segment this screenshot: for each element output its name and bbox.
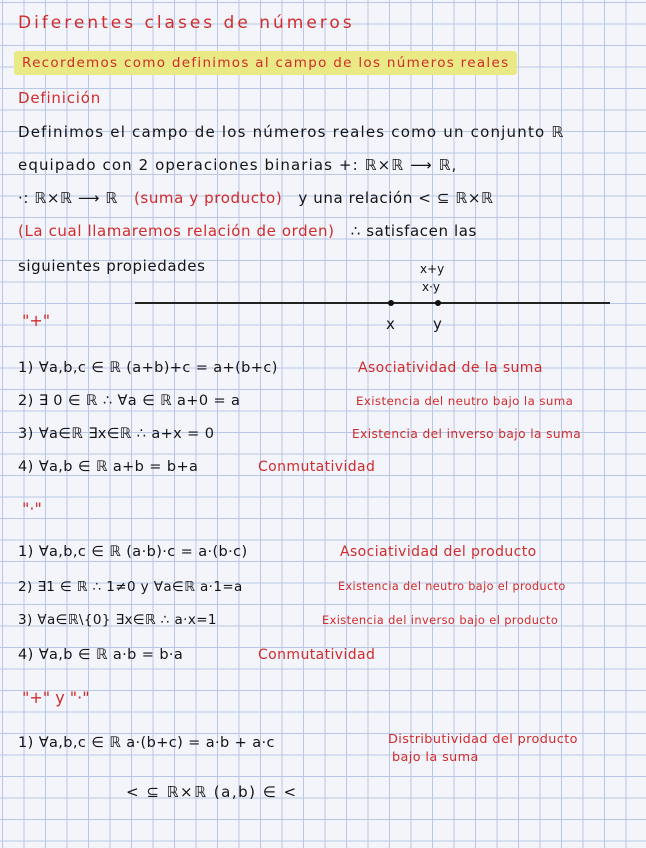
product-property-1: 1) ∀a,b,c ∈ ℝ (a·b)·c = a·(b·c) (18, 544, 248, 560)
product-property-1-name: Asociatividad del producto (340, 544, 537, 560)
sum-property-2-name: Existencia del neutro bajo la suma (356, 394, 574, 408)
product-property-2-name: Existencia del neutro bajo el producto (338, 580, 566, 593)
page-title: Diferentes clases de números (18, 13, 355, 33)
product-label: x·y (422, 280, 441, 294)
product-property-3: 3) ∀a∈ℝ\{0} ∃x∈ℝ ∴ a·x=1 (18, 612, 217, 628)
satisfy-text: ∴ satisfacen las (350, 222, 477, 240)
sum-property-3: 3) ∀a∈ℝ ∃x∈ℝ ∴ a+x = 0 (18, 426, 215, 442)
definition-line-2: equipado con 2 operaciones binarias +: ℝ×ℝ ⟶ ℝ, (18, 156, 458, 174)
sum-section-label: "+" (22, 311, 51, 330)
product-property-2: 2) ∃1 ∈ ℝ ∴ 1≠0 y ∀a∈ℝ a·1=a (18, 579, 243, 595)
definition-line-4 (18, 221, 477, 241)
point-y (435, 300, 441, 306)
combined-section-label: "+" y "·" (22, 688, 90, 707)
property-formula: 1) ∀a,b,c ∈ ℝ (a+b)+c = a+(b+c) (18, 360, 278, 376)
relation-text: y una relación < ⊆ ℝ×ℝ (298, 189, 494, 207)
order-relation-expression: < ⊆ ℝ×ℝ (a,b) ∈ < (126, 783, 298, 801)
definition-heading: Definición (18, 89, 101, 107)
sum-property-2: 2) ∃ 0 ∈ ℝ ∴ ∀a ∈ ℝ a+0 = a (18, 393, 241, 409)
sum-property-1-name: Asociatividad de la suma (358, 360, 543, 376)
point-x (388, 300, 394, 306)
product-section-label: "·" (22, 499, 42, 518)
product-property-3-name: Existencia del inverso bajo el producto (322, 613, 559, 627)
operations-note: (suma y producto) (133, 189, 283, 207)
x-label: x (386, 315, 395, 333)
y-label: y (433, 315, 442, 333)
combined-property-1-name-line1: Distributividad del producto (388, 732, 578, 747)
sum-label: x+y (420, 262, 445, 276)
definition-line-1: Definimos el campo de los números reales como un conjunto ℝ (18, 123, 565, 141)
number-line (135, 302, 610, 304)
sum-property-3-name: Existencia del inverso bajo la suma (352, 427, 582, 441)
product-property-4: 4) ∀a,b ∈ ℝ a·b = b·a (18, 647, 184, 663)
sum-property-4-name: Conmutatividad (258, 459, 376, 475)
product-operation: ·: ℝ×ℝ ⟶ ℝ (18, 189, 118, 207)
order-relation-note: (La cual llamaremos relación de orden) (18, 222, 335, 240)
product-property-4-name: Conmutatividad (258, 647, 376, 663)
sum-property-4: 4) ∀a,b ∈ ℝ a+b = b+a (18, 459, 199, 475)
sum-property-1 (18, 358, 278, 378)
combined-property-1-name-line2: bajo la suma (392, 750, 479, 765)
definition-line-3 (18, 188, 494, 208)
combined-property-1: 1) ∀a,b,c ∈ ℝ a·(b+c) = a·b + a·c (18, 735, 275, 751)
definition-line-5: siguientes propiedades (18, 257, 206, 275)
highlighted-subtitle: Recordemos como definimos al campo de los números reales (14, 51, 517, 75)
